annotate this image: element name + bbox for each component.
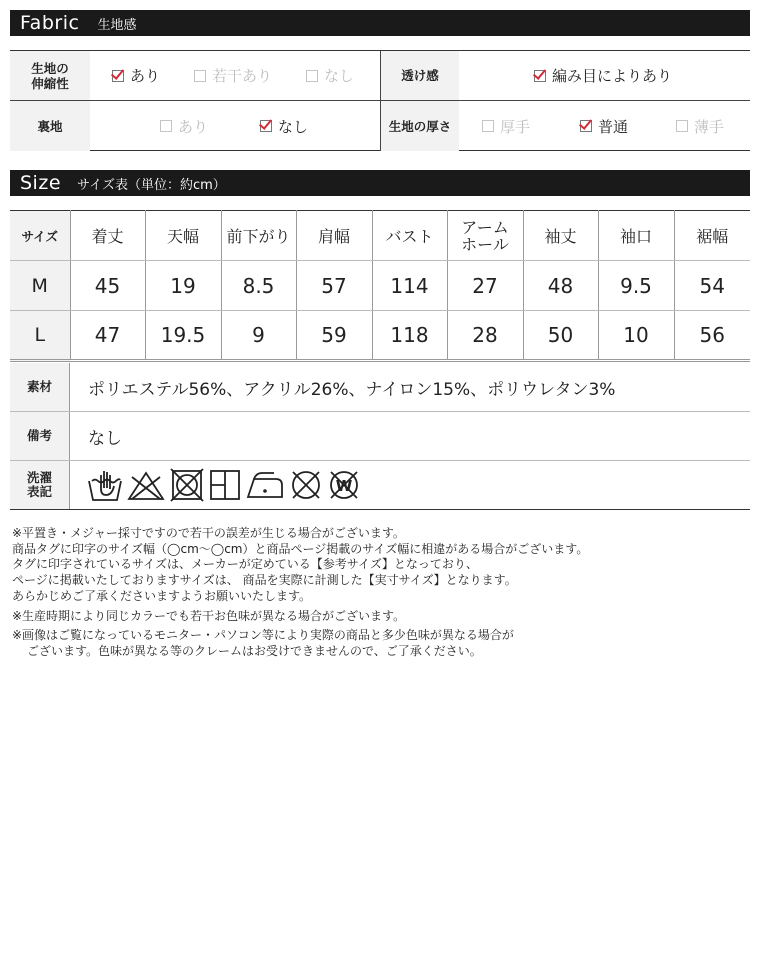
table-cell: 48 — [523, 261, 598, 311]
fabric-header — [10, 10, 750, 36]
table-cell: 28 — [447, 311, 523, 361]
no-bleach-icon — [126, 467, 166, 503]
thickness-label: 生地の厚さ — [381, 101, 459, 151]
table-row — [10, 261, 750, 311]
note-line: ※生産時期により同じカラーでも若干お色味が異なる場合がございます。 — [12, 608, 406, 623]
sheer-label: 透け感 — [381, 51, 459, 100]
checkbox-icon — [306, 70, 318, 82]
column-header: 肩幅 — [296, 211, 372, 261]
care-icons — [86, 465, 362, 505]
column-header: 前下がり — [221, 211, 296, 261]
checkbox-icon — [194, 70, 206, 82]
column-header: 袖口 — [598, 211, 674, 261]
column-header: 着丈 — [70, 211, 145, 261]
remarks-row — [10, 412, 750, 461]
table-cell: 9 — [221, 311, 296, 361]
table-cell: 9.5 — [598, 261, 674, 311]
note-line: ※画像はご覧になっているモニター・パソコン等により実際の商品と多少色味が異なる場合が — [12, 628, 514, 643]
size-title: Size — [20, 172, 62, 194]
note-line: 商品タグに印字のサイズ幅（◯cm〜◯cm）と商品ページ掲載のサイズ幅に相違がある場合がございます。 — [12, 541, 589, 556]
no-wet-clean-icon — [326, 467, 362, 503]
checkbox-icon — [482, 120, 494, 132]
fabric-table — [10, 50, 750, 151]
size-table — [10, 210, 750, 362]
table-cell: 27 — [447, 261, 523, 311]
checkbox-icon — [676, 120, 688, 132]
table-cell: 54 — [674, 261, 750, 311]
size-table-header — [10, 211, 750, 261]
line-dry-shade-icon — [208, 467, 242, 503]
checkbox-icon — [160, 120, 172, 132]
checkbox-checked-icon — [534, 70, 546, 82]
thickness-option-normal: 普通 — [580, 101, 628, 151]
column-header: 袖丈 — [523, 211, 598, 261]
lining-option-yes: あり — [160, 101, 208, 151]
size-cell: M — [10, 261, 70, 311]
hand-wash-icon — [86, 467, 124, 503]
care-label: 洗濯 表記 — [10, 461, 70, 509]
size-cell: L — [10, 311, 70, 361]
fabric-title: Fabric — [20, 12, 80, 34]
wet-clean-letter: W — [335, 477, 353, 495]
lining-label: 裏地 — [10, 101, 90, 151]
table-cell: 56 — [674, 311, 750, 361]
checkbox-checked-icon — [260, 120, 272, 132]
table-cell: 118 — [372, 311, 447, 361]
checkbox-checked-icon — [580, 120, 592, 132]
table-cell: 57 — [296, 261, 372, 311]
lining-option-no: なし — [260, 101, 308, 151]
remarks-label: 備考 — [10, 412, 70, 460]
table-cell: 50 — [523, 311, 598, 361]
size-header — [10, 170, 750, 196]
checkbox-checked-icon — [112, 70, 124, 82]
column-header: 天幅 — [145, 211, 221, 261]
care-row — [10, 461, 750, 509]
table-cell: 47 — [70, 311, 145, 361]
table-cell: 19 — [145, 261, 221, 311]
table-row — [10, 311, 750, 361]
table-cell: 19.5 — [145, 311, 221, 361]
thickness-option-thin: 薄手 — [676, 101, 724, 151]
table-cell: 8.5 — [221, 261, 296, 311]
note-line: ございます。色味が異なる等のクレームはお受けできませんので、ご了承ください。 — [27, 643, 482, 658]
note-line: あらかじめご了承くださいますようお願いいたします。 — [12, 588, 312, 603]
table-cell: 10 — [598, 311, 674, 361]
column-header: バスト — [372, 211, 447, 261]
fabric-row-stretch — [10, 51, 750, 101]
notes — [12, 526, 752, 660]
column-header: サイズ — [10, 211, 70, 261]
fabric-subtitle: 生地感 — [97, 17, 137, 33]
iron-low-icon — [244, 467, 286, 503]
stretch-label: 生地の 伸縮性 — [10, 51, 90, 100]
note-line: ページに掲載いたしておりますサイズは、 商品を実際に計測した【実寸サイズ】となります。 — [12, 573, 517, 588]
table-cell: 114 — [372, 261, 447, 311]
info-table — [10, 363, 750, 510]
size-subtitle: サイズ表（単位：約cm） — [77, 177, 226, 193]
stretch-option-yes: あり — [112, 51, 160, 100]
thickness-option-thick: 厚手 — [482, 101, 530, 151]
table-cell: 59 — [296, 311, 372, 361]
material-row — [10, 363, 750, 412]
note-line: ※平置き・メジャー採寸ですので若干の誤差が生じる場合がございます。 — [12, 526, 405, 540]
table-cell: 45 — [70, 261, 145, 311]
material-label: 素材 — [10, 363, 70, 411]
stretch-option-slight: 若干あり — [194, 51, 272, 100]
fabric-row-lining — [10, 101, 750, 151]
no-tumble-dry-icon — [168, 467, 206, 503]
material-value: ポリエステル56%、アクリル26%、ナイロン15%、ポリウレタン3% — [88, 379, 616, 400]
sheer-option: 編み目によりあり — [534, 51, 672, 100]
stretch-option-no: なし — [306, 51, 354, 100]
remarks-value: なし — [88, 428, 122, 449]
no-dry-clean-icon — [288, 467, 324, 503]
column-header: アーム ホール — [447, 211, 523, 261]
note-line: タグに印字されているサイズは、メーカーが定めている【参考サイズ】となっており、 — [12, 557, 478, 572]
column-header: 裾幅 — [674, 211, 750, 261]
